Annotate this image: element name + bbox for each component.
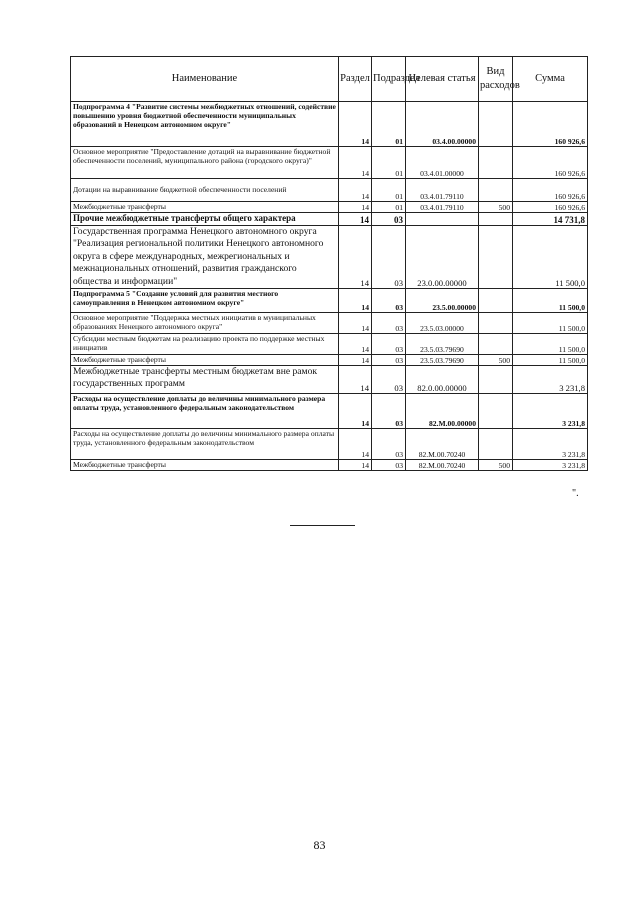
- row-expense-type: 500: [479, 355, 513, 366]
- row-name: Межбюджетные трансферты: [71, 202, 339, 213]
- row-section: 14: [339, 355, 372, 366]
- row-amount: 3 231,8: [513, 429, 588, 460]
- row-name: Межбюджетные трансферты: [71, 355, 339, 366]
- table-row: [71, 202, 588, 213]
- row-expense-type: [479, 313, 513, 334]
- row-target: 82.М.00.70240: [406, 429, 479, 460]
- table-row: [71, 334, 588, 355]
- row-subsection: 03: [372, 334, 406, 355]
- table-row: [71, 147, 588, 179]
- row-expense-type: [479, 147, 513, 179]
- row-amount: 160 926,6: [513, 102, 588, 147]
- row-subsection: 01: [372, 179, 406, 202]
- row-expense-type: [479, 366, 513, 394]
- table-row: [71, 460, 588, 471]
- row-subsection: 03: [372, 355, 406, 366]
- row-name: Расходы на осуществление доплаты до величины минимального размера оплаты труда, установленного федеральным законодательством: [71, 429, 339, 460]
- table-row: [71, 213, 588, 226]
- row-expense-type: [479, 179, 513, 202]
- table-row: [71, 226, 588, 289]
- header-subsection: Подраздел: [372, 57, 406, 102]
- row-amount: 11 500,0: [513, 334, 588, 355]
- row-section: 14: [339, 460, 372, 471]
- row-subsection: 03: [372, 313, 406, 334]
- row-section: 14: [339, 179, 372, 202]
- row-name: Основное мероприятие "Поддержка местных инициатив в муниципальных образованиях Ненецкого автономного округа": [71, 313, 339, 334]
- row-name: Основное мероприятие "Предоставление дотаций на выравнивание бюджетной обеспеченности поселений, муниципального района (городского округа)": [71, 147, 339, 179]
- row-target: 03.4.01.79110: [406, 179, 479, 202]
- row-section: 14: [339, 102, 372, 147]
- row-subsection: 01: [372, 102, 406, 147]
- header-target: Целевая статья: [406, 57, 479, 102]
- row-subsection: 03: [372, 366, 406, 394]
- budget-table: [70, 56, 588, 471]
- row-target: 23.5.03.79690: [406, 334, 479, 355]
- row-amount: 11 500,0: [513, 313, 588, 334]
- row-section: 14: [339, 334, 372, 355]
- table-row: [71, 102, 588, 147]
- row-amount: 14 731,8: [513, 213, 588, 226]
- row-expense-type: [479, 394, 513, 429]
- row-name: Субсидии местным бюджетам на реализацию проекта по поддержке местных инициатив: [71, 334, 339, 355]
- row-amount: 160 926,6: [513, 147, 588, 179]
- row-name: Подпрограмма 5 "Создание условий для развития местного самоуправления в Ненецком автономном округе": [71, 289, 339, 313]
- table-row: [71, 179, 588, 202]
- row-section: 14: [339, 202, 372, 213]
- table-row: [71, 366, 588, 394]
- row-amount: 11 500,0: [513, 226, 588, 289]
- table-row: [71, 394, 588, 429]
- header-expense-type: Вид расходов: [479, 57, 513, 102]
- row-expense-type: [479, 334, 513, 355]
- row-section: 14: [339, 394, 372, 429]
- row-target: 23.5.03.79690: [406, 355, 479, 366]
- row-section: 14: [339, 213, 372, 226]
- row-subsection: 03: [372, 429, 406, 460]
- row-expense-type: [479, 213, 513, 226]
- row-subsection: 03: [372, 213, 406, 226]
- row-section: 14: [339, 226, 372, 289]
- row-section: 14: [339, 366, 372, 394]
- row-expense-type: 500: [479, 202, 513, 213]
- row-amount: 11 500,0: [513, 289, 588, 313]
- row-section: 14: [339, 147, 372, 179]
- row-target: [406, 213, 479, 226]
- row-subsection: 03: [372, 289, 406, 313]
- row-expense-type: [479, 429, 513, 460]
- table-row: [71, 429, 588, 460]
- row-name: Прочие межбюджетные трансферты общего характера: [71, 213, 339, 226]
- row-section: 14: [339, 289, 372, 313]
- row-subsection: 03: [372, 394, 406, 429]
- header-section: Раздел: [339, 57, 372, 102]
- row-amount: 3 231,8: [513, 366, 588, 394]
- row-subsection: 03: [372, 226, 406, 289]
- row-amount: 160 926,6: [513, 202, 588, 213]
- row-target: 03.4.01.79110: [406, 202, 479, 213]
- row-target: 82.0.00.00000: [406, 366, 479, 394]
- table-header-row: [71, 57, 588, 102]
- row-target: 23.5.03.00000: [406, 313, 479, 334]
- row-target: 23.0.00.00000: [406, 226, 479, 289]
- row-target: 23.5.00.00000: [406, 289, 479, 313]
- row-expense-type: [479, 226, 513, 289]
- row-section: 14: [339, 429, 372, 460]
- row-expense-type: 500: [479, 460, 513, 471]
- row-target: 82.М.00.70240: [406, 460, 479, 471]
- row-amount: 160 926,6: [513, 179, 588, 202]
- page-number: 83: [313, 838, 326, 852]
- table-row: [71, 313, 588, 334]
- row-expense-type: [479, 102, 513, 147]
- row-target: 03.4.01.00000: [406, 147, 479, 179]
- separator-line: [290, 525, 355, 526]
- row-name: Дотации на выравнивание бюджетной обеспеченности поселений: [71, 179, 339, 202]
- header-amount: Сумма: [513, 57, 588, 102]
- row-name: Государственная программа Ненецкого автономного округа "Реализация региональной политики Ненецкого автономного округа в сфере международных, межрегиональных и межнациональных отношений, развития гражданского общества и информации": [71, 226, 339, 289]
- row-name: Расходы на осуществление доплаты до величины минимального размера оплаты труда, установленного федеральным законодательством: [71, 394, 339, 429]
- row-name: Межбюджетные трансферты: [71, 460, 339, 471]
- row-subsection: 03: [372, 460, 406, 471]
- row-subsection: 01: [372, 147, 406, 179]
- table-row: [71, 355, 588, 366]
- row-amount: 11 500,0: [513, 355, 588, 366]
- row-expense-type: [479, 289, 513, 313]
- row-amount: 3 231,8: [513, 460, 588, 471]
- row-target: 82.М.00.00000: [406, 394, 479, 429]
- row-target: 03.4.00.00000: [406, 102, 479, 147]
- row-subsection: 01: [372, 202, 406, 213]
- row-section: 14: [339, 313, 372, 334]
- row-name: Подпрограмма 4 "Развитие системы межбюджетных отношений, содействие повышению уровня бюджетной обеспеченности муниципальных образований в Ненецком автономном округе": [71, 102, 339, 147]
- table-row: [71, 289, 588, 313]
- header-name: Наименование: [71, 57, 339, 102]
- row-amount: 3 231,8: [513, 394, 588, 429]
- closing-quote-mark: ".: [572, 488, 579, 499]
- row-name: Межбюджетные трансферты местным бюджетам вне рамок государственных программ: [71, 366, 339, 394]
